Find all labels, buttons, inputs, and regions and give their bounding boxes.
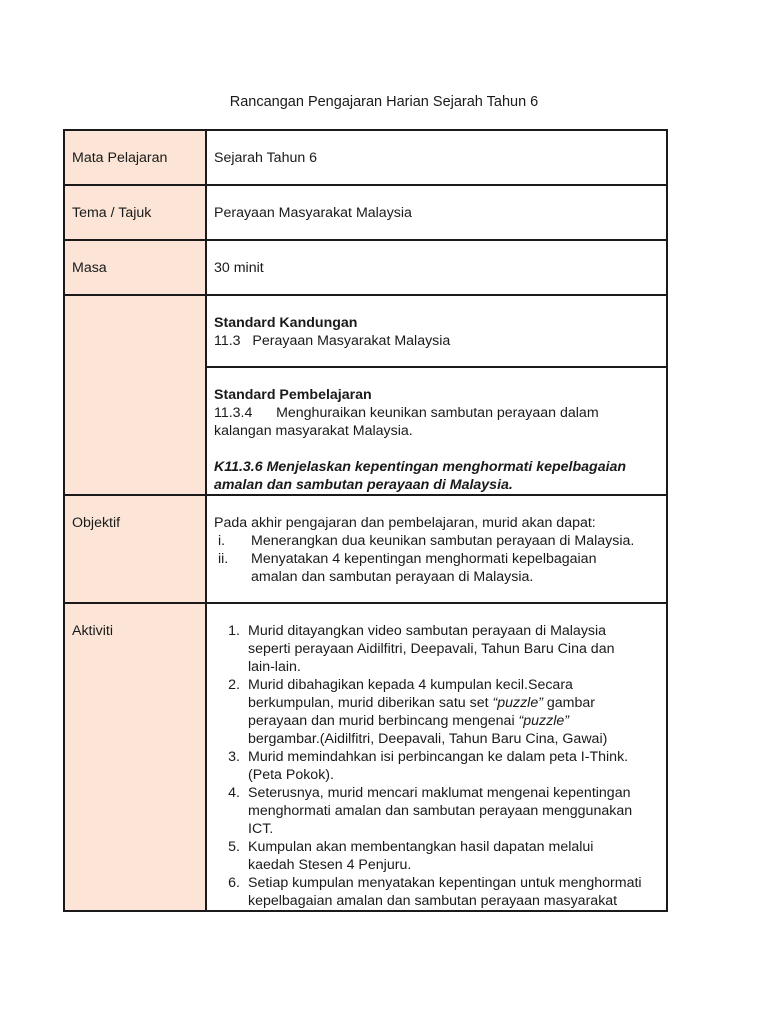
standard-pembelajaran-text-2: kalangan masyarakat Malaysia.: [214, 423, 413, 439]
row-aktiviti: [64, 603, 667, 911]
row-mata-pelajaran: [64, 130, 667, 185]
aktiviti-list: [214, 622, 659, 910]
list-item: 5. Kumpulan akan membentangkan hasil dapatan melalui kaedah Stesen 4 Penjuru.: [228, 839, 594, 873]
row-tema: [64, 185, 667, 240]
objektif-intro: Pada akhir pengajaran dan pembelajaran, murid akan dapat:: [214, 515, 596, 531]
row-standard-kandungan: [64, 295, 667, 367]
value-masa: 30 minit: [206, 240, 667, 295]
list-item: 2. Murid dibahagikan kepada 4 kumpulan kecil.Secara berkumpulan, murid diberikan satu set “puzzle” gambar perayaan dan murid berbincang mengenai “puzzle” bergambar.(Aidilfitri, Deepavali, Tahun Baru Cina, Gawai): [228, 677, 608, 747]
standard-kandungan-cell: [206, 295, 667, 367]
objektif-cell: [206, 495, 667, 603]
lesson-plan-table: [63, 129, 668, 912]
label-mata-pelajaran: Mata Pelajaran: [64, 130, 206, 185]
list-item: 6. Setiap kumpulan menyatakan kepentingan untuk menghormati kepelbagaian amalan dan sambutan perayaan masyarakat: [228, 875, 642, 909]
aktiviti-cell: [206, 603, 667, 911]
objektif-list: [214, 532, 659, 586]
k-standard-line-2: amalan dan sambutan perayaan di Malaysia.: [214, 477, 513, 493]
standard-pembelajaran-cell: [206, 367, 667, 495]
standard-kandungan-text: 11.3 Perayaan Masyarakat Malaysia: [214, 333, 451, 349]
label-aktiviti: Aktiviti: [64, 603, 206, 911]
standard-label-cell: [64, 295, 206, 495]
label-masa: Masa: [64, 240, 206, 295]
list-item: 3. Murid memindahkan isi perbincangan ke dalam peta I-Think. (Peta Pokok).: [228, 749, 629, 783]
label-objektif: Objektif: [64, 495, 206, 603]
label-tema: Tema / Tajuk: [64, 185, 206, 240]
k-standard-line-1: K11.3.6 Menjelaskan kepentingan menghormati kepelbagaian: [214, 459, 627, 475]
value-mata-pelajaran: Sejarah Tahun 6: [206, 130, 667, 185]
list-item: 4. Seterusnya, murid mencari maklumat mengenai kepentingan menghormati amalan dan sambutan perayaan menggunakan ICT.: [228, 785, 633, 837]
row-masa: [64, 240, 667, 295]
list-item: ii. Menyatakan 4 kepentingan menghormati kepelbagaian amalan dan sambutan perayaan di Malaysia.: [218, 551, 597, 585]
list-item: i. Menerangkan dua keunikan sambutan perayaan di Malaysia.: [218, 533, 635, 549]
value-tema: Perayaan Masyarakat Malaysia: [206, 185, 667, 240]
row-objektif: [64, 495, 667, 603]
list-item: 1. Murid ditayangkan video sambutan perayaan di Malaysia seperti perayaan Aidilfitri, Deepavali, Tahun Baru Cina dan lain-lain.: [228, 623, 615, 675]
standard-kandungan-heading: Standard Kandungan: [214, 315, 358, 331]
document-title: Rancangan Pengajaran Harian Sejarah Tahun 6: [229, 94, 539, 110]
standard-pembelajaran-heading: Standard Pembelajaran: [214, 387, 372, 403]
standard-pembelajaran-text: 11.3.4 Menghuraikan keunikan sambutan perayaan dalam: [214, 405, 599, 421]
